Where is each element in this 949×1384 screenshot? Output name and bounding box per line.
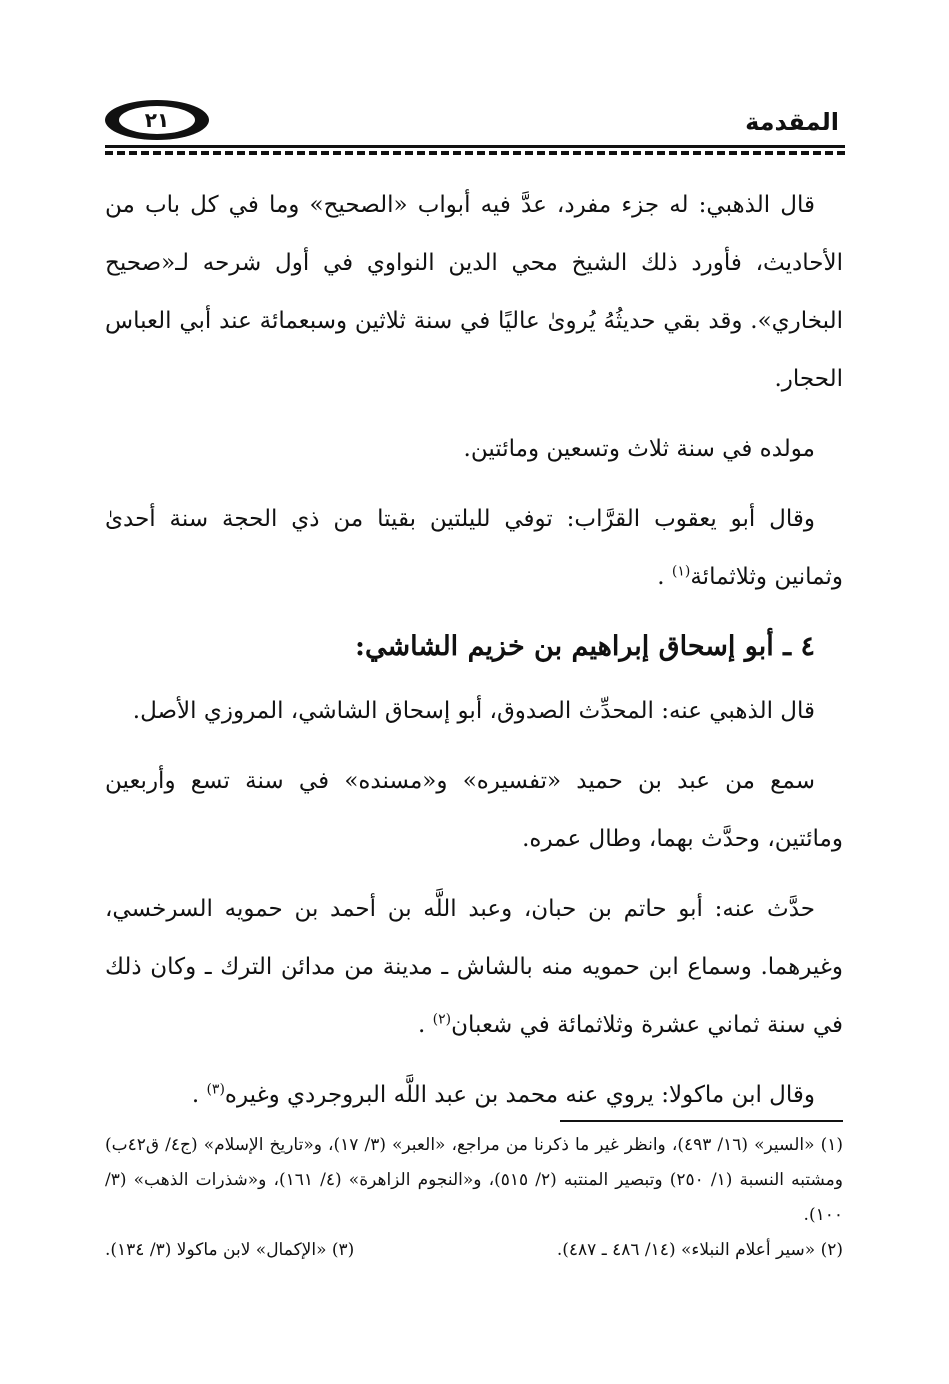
footnote-ref-1[interactable]: (١) xyxy=(671,563,691,580)
footnote-1: (١) «السير» (١٦/ ٤٩٣)، وانظر غير ما ذكرنا من مراجع، «العبر» (٣/ ١٧)، و«تاريخ الإسلام» (ج٤/ ق٤٢ب) ومشتبه النسبة (١/ ٢٥٠) وتبصير المنتبه (٢/ ٥١٥)، و«النجوم الزاهرة» (٤/ ١٦١)، و«شذرات الذهب» (٣/ ١٠٠). xyxy=(105,1135,843,1225)
main-text xyxy=(105,176,843,1136)
footnote-ref-2[interactable]: (٢) xyxy=(432,1011,452,1028)
running-title: المقدمة xyxy=(745,108,839,136)
footnote-2: (٢) «سير أعلام النبلاء» (١٤/ ٤٨٦ ـ ٤٨٧). xyxy=(556,1240,843,1260)
paragraph-6-text: حدَّث عنه: أبو حاتم بن حبان، وعبد اللَّه بن أحمد بن حمويه السرخسي، وغيرهما. وسماع ابن حمويه منه بالشاش ـ مدينة من مدائن الترك ـ وكان ذلك في سنة ثماني عشرة وثلاثمائة في شعبان xyxy=(105,896,843,1038)
page-header xyxy=(105,100,845,148)
paragraph-1: قال الذهبي: له جزء مفرد، عدَّ فيه أبواب «الصحيح» وما في كل باب من الأحاديث، فأورد ذلك الشيخ محي الدين النواوي في أول شرحه لـ«صحيح البخاري». وقد بقي حديثُهُ يُروىٰ عاليًا في سنة ثلاثين وسبعمائة عند أبي العباس الحجار. xyxy=(105,192,843,392)
paragraph-2: مولده في سنة ثلاث وتسعين ومائتين. xyxy=(463,436,815,462)
footnote-row xyxy=(105,1233,843,1268)
paragraph-6-end: . xyxy=(418,1012,433,1038)
header-dashed-rule xyxy=(105,151,845,155)
footnote-ref-3[interactable]: (٣) xyxy=(206,1081,225,1098)
paragraph-7-end: . xyxy=(191,1082,207,1108)
paragraph-6 xyxy=(105,880,843,1054)
page-number-badge xyxy=(105,100,209,140)
paragraph-3-end: . xyxy=(657,564,672,590)
paragraph-3-text: وقال أبو يعقوب القرَّاب: توفي لليلتين بقيتا من ذي الحجة سنة أحدىٰ وثمانين وثلاثمائة xyxy=(105,506,843,590)
footnote-3: (٣) «الإكمال» لابن ماكولا (٣/ ١٣٤). xyxy=(105,1240,355,1260)
page-number: ٢١ xyxy=(119,106,195,134)
paragraph-3 xyxy=(105,490,843,606)
paragraph-7-text: وقال ابن ماكولا: يروي عنه محمد بن عبد اللَّه البروجردي وغيره xyxy=(224,1082,815,1108)
paragraph-7 xyxy=(105,1066,843,1124)
header-rule xyxy=(105,145,845,148)
footnotes xyxy=(105,1128,843,1268)
paragraph-5: سمع من عبد بن حميد «تفسيره» و«مسنده» في سنة تسع وأربعين ومائتين، وحدَّث بهما، وطال عمره. xyxy=(105,768,843,852)
footnote-separator xyxy=(560,1120,843,1122)
section-heading: ٤ ـ أبو إسحاق إبراهيم بن خزيم الشاشي: xyxy=(355,631,815,662)
paragraph-4: قال الذهبي عنه: المحدِّث الصدوق، أبو إسحاق الشاشي، المروزي الأصل. xyxy=(132,698,815,724)
